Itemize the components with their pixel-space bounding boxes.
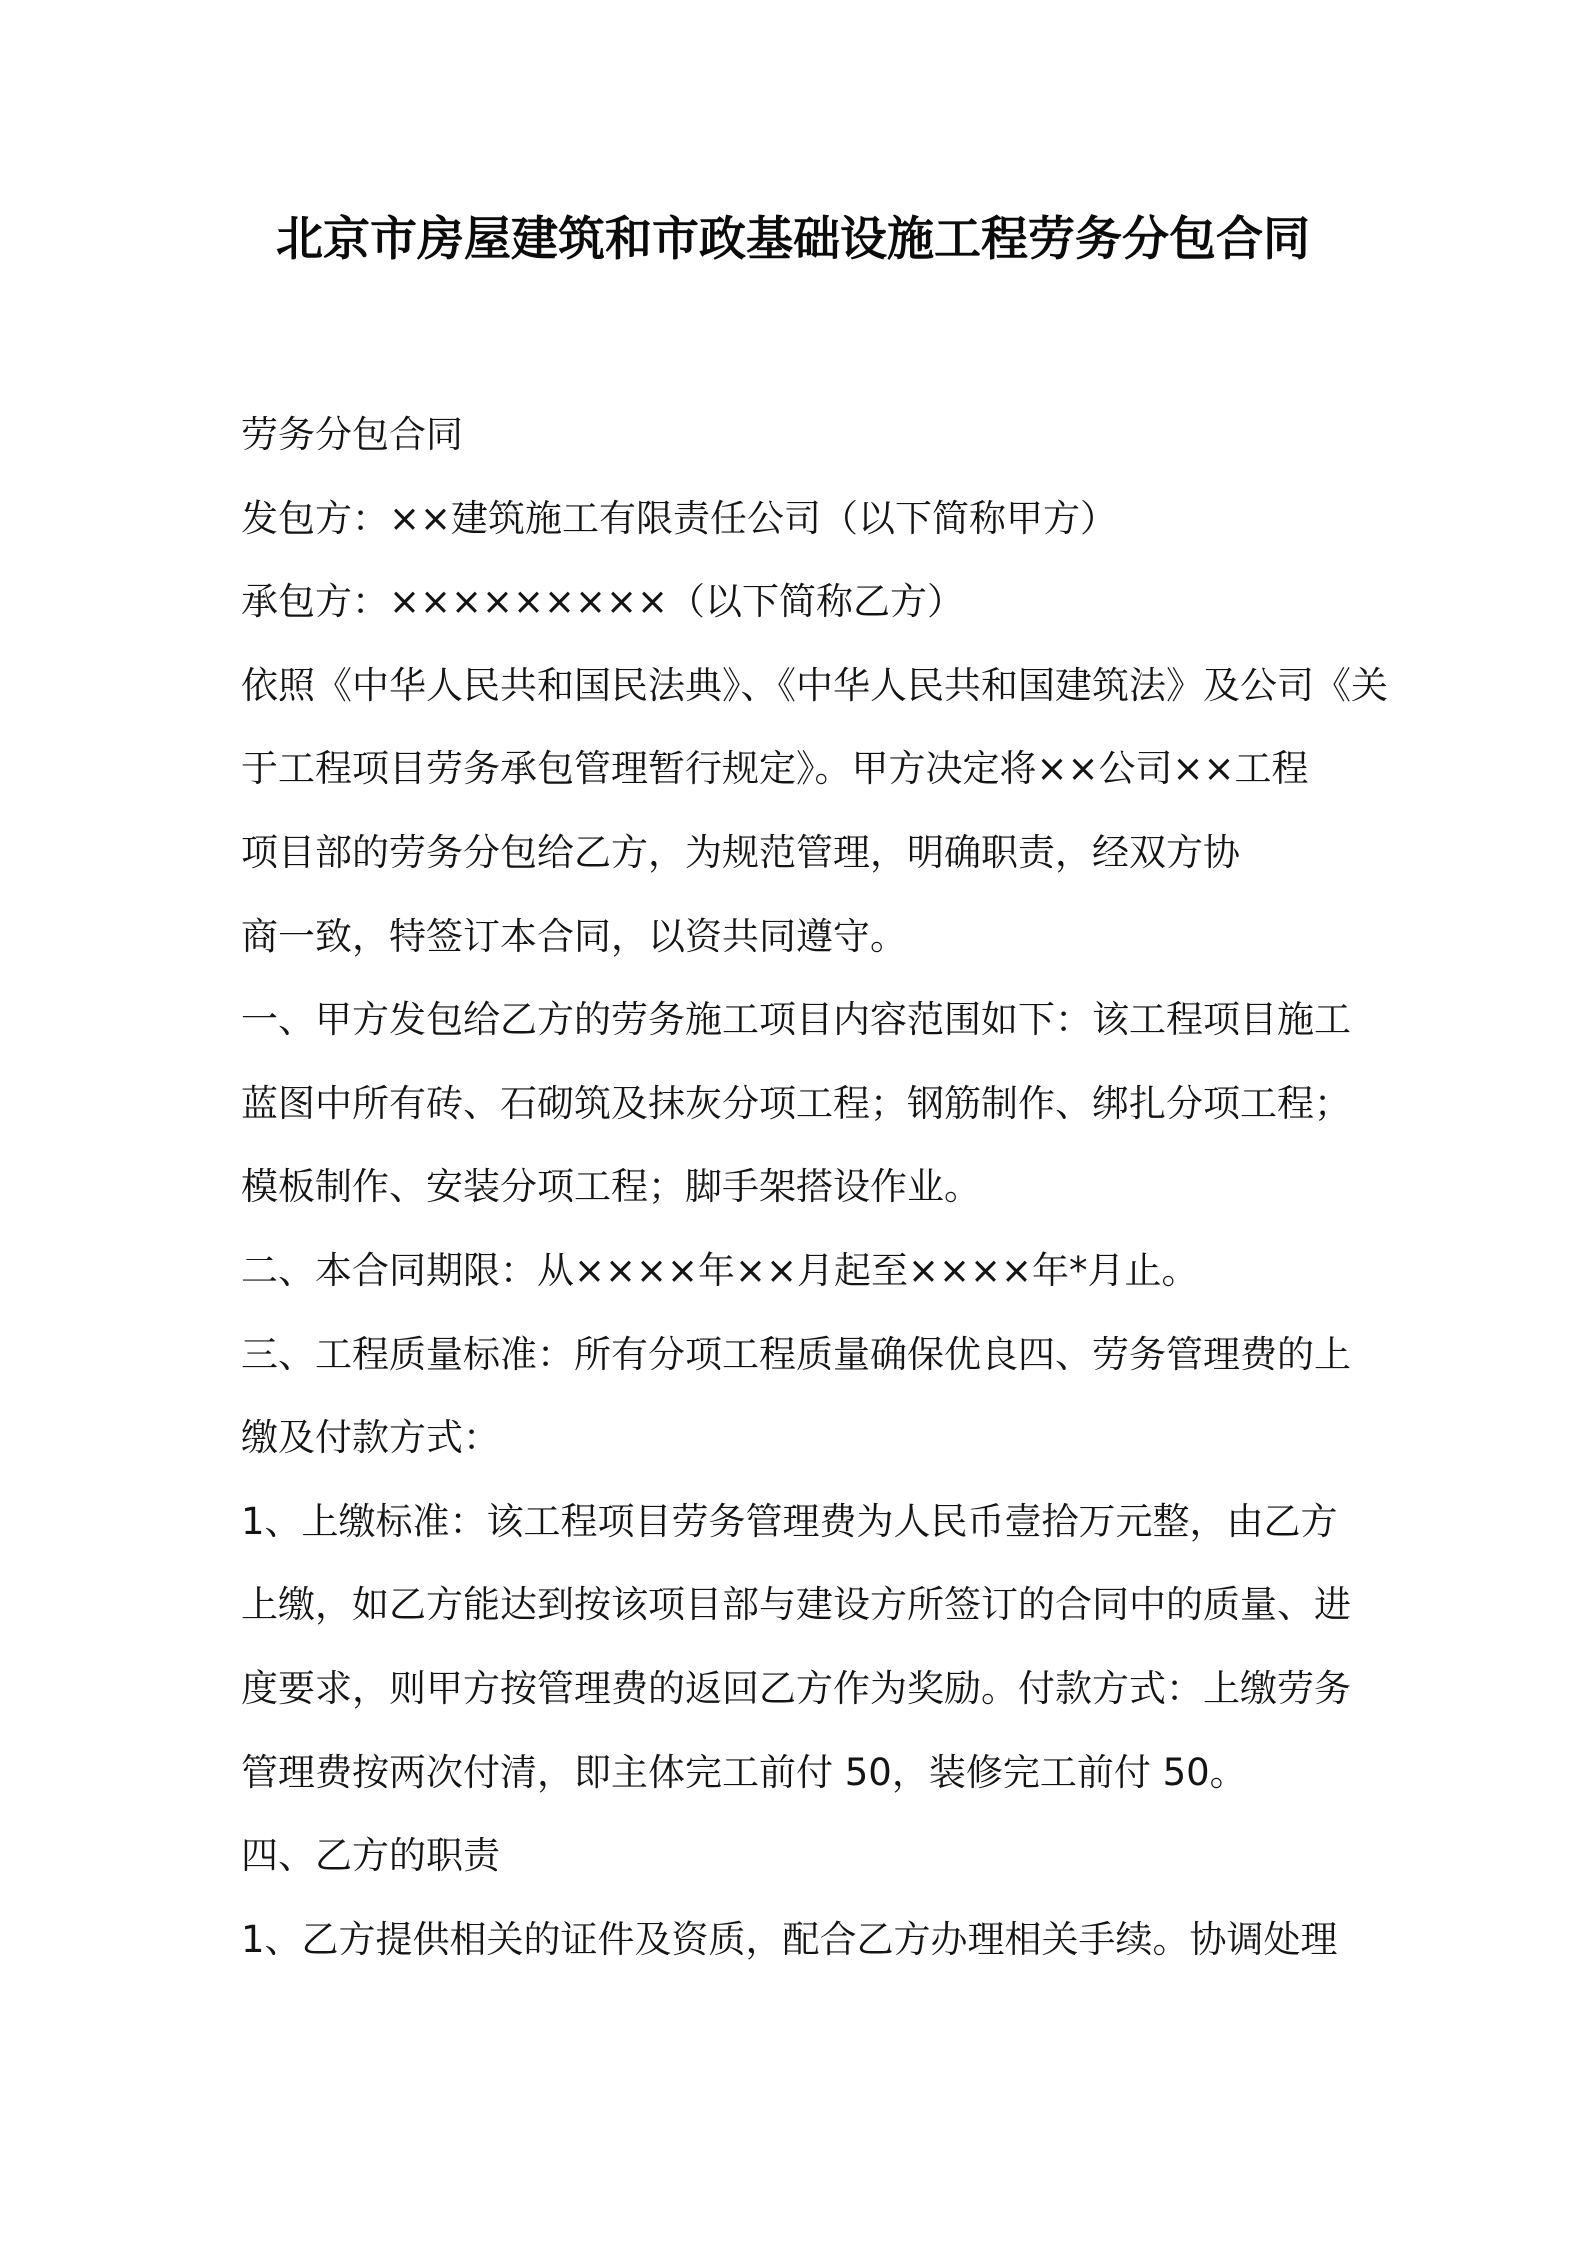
- paragraph-line: 项目部的劳务分包给乙方，为规范管理，明确职责，经双方协: [241, 830, 1240, 874]
- subclause-line: 1、乙方提供相关的证件及资质，配合乙方办理相关手续。协调处理: [241, 1917, 1338, 1961]
- party-a-line: 发包方：××建筑施工有限责任公司（以下简称甲方）: [241, 496, 1118, 540]
- subclause-line: 度要求，则甲方按管理费的返回乙方作为奖励。付款方式：上缴劳务: [241, 1666, 1351, 1710]
- clause-1-line: 一、甲方发包给乙方的劳务施工项目内容范围如下：该工程项目施工: [241, 998, 1351, 1042]
- paragraph-line: 商一致，特签订本合同，以资共同遵守。: [241, 914, 907, 958]
- clause-3-line: 缴及付款方式：: [241, 1416, 500, 1460]
- clause-1-line: 模板制作、安装分项工程；脚手架搭设作业。: [241, 1165, 981, 1209]
- subclause-line: 上缴，如乙方能达到按该项目部与建设方所签订的合同中的质量、进: [241, 1583, 1351, 1627]
- clause-2-line: 二、本合同期限：从××××年××月起至××××年*月止。: [241, 1248, 1199, 1292]
- clause-3-line: 三、工程质量标准：所有分项工程质量确保优良四、劳务管理费的上: [241, 1332, 1351, 1376]
- section-heading: 劳务分包合同: [241, 413, 463, 456]
- subclause-line: 1、上缴标准：该工程项目劳务管理费为人民币壹拾万元整，由乙方: [241, 1499, 1338, 1543]
- subclause-line: 管理费按两次付清，即主体完工前付 50，装修完工前付 50。: [241, 1750, 1247, 1794]
- clause-1-line: 蓝图中所有砖、石砌筑及抹灰分项工程；钢筋制作、绑扎分项工程；: [241, 1081, 1351, 1125]
- document-body: [241, 405, 1388, 1993]
- party-b-line: 承包方：×××××××××（以下简称乙方）: [241, 580, 965, 624]
- clause-4-heading: 四、乙方的职责: [241, 1834, 500, 1878]
- paragraph-line: 于工程项目劳务承包管理暂行规定》。甲方决定将××公司××工程: [241, 747, 1309, 791]
- paragraph-line: 依照《中华人民共和国民法典》、《中华人民共和国建筑法》及公司《关: [241, 663, 1388, 707]
- document-title: 北京市房屋建筑和市政基础设施工程劳务分包合同: [276, 212, 1310, 267]
